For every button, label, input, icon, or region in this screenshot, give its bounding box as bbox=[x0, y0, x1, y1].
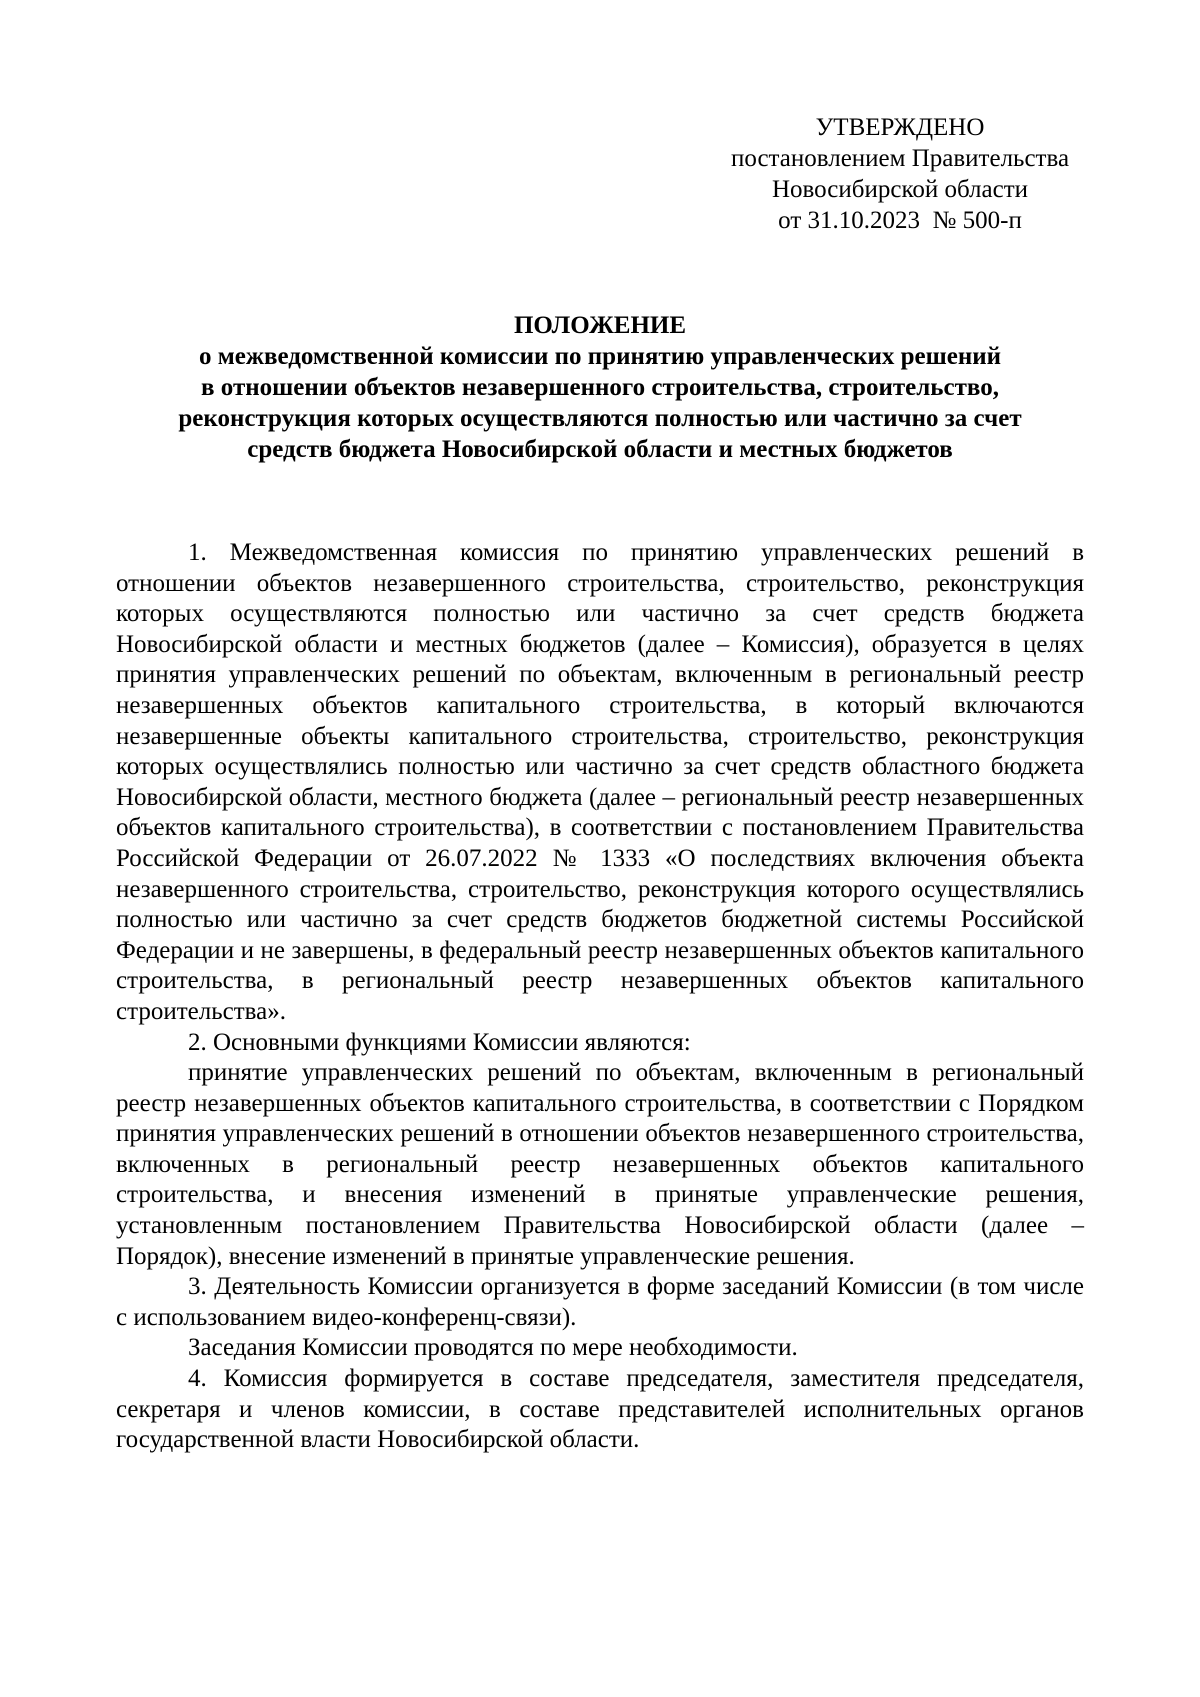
document-body bbox=[116, 538, 1084, 1456]
title-line-2: в отношении объектов незавершенного строительства, строительство, bbox=[201, 374, 999, 401]
paragraph-1: 1. Межведомственная комиссия по принятию управленческих решений в отношении объектов незавершенного строительства, строительство, реконструкция которых осуществляются полностью или частично за счет средств бюджета Новосибирской области и местных бюджетов (далее – Комиссия), образуется в целях принятия управленческих решений по объектам, включенным в региональный реестр незавершенных объектов капитального строительства, в который включаются незавершенные объекты капитального строительства, строительство, реконструкция которых осуществлялись полностью или частично за счет средств областного бюджета Новосибирской области, местного бюджета (далее – региональный реестр незавершенных объектов капитального строительства), в соответствии с постановлением Правительства Российской Федерации от 26.07.2022 № 1333 «О последствиях включения объекта незавершенного строительства, строительство, реконструкция которого осуществлялись полностью или частично за счет средств бюджетов бюджетной системы Российской Федерации и не завершены, в федеральный реестр незавершенных объектов капитального строительства, в региональный реестр незавершенных объектов капитального строительства». bbox=[116, 539, 1084, 1025]
paragraph-2: 2. Основными функциями Комиссии являются: bbox=[188, 1028, 691, 1056]
approval-date-number: от 31.10.2023 № 500-п bbox=[778, 207, 1022, 234]
document-title bbox=[120, 310, 1080, 465]
approval-heading: УТВЕРЖДЕНО bbox=[815, 114, 985, 141]
title-line-4: средств бюджета Новосибирской области и местных бюджетов bbox=[247, 436, 953, 463]
approval-region: Новосибирской области bbox=[771, 176, 1029, 203]
title-heading: ПОЛОЖЕНИЕ bbox=[513, 312, 687, 339]
paragraph-2-item: принятие управленческих решений по объектам, включенным в региональный реестр незавершенных объектов капитального строительства, в соответствии с Порядком принятия управленческих решений в отношении объектов незавершенного строительства, включенных в региональный реестр незавершенных объектов капитального строительства, и внесения изменений в принятые управленческие решения, установленным постановлением Правительства Новосибирской области (далее – Порядок), внесение изменений в принятые управленческие решения. bbox=[116, 1059, 1084, 1270]
paragraph-3-note: Заседания Комиссии проводятся по мере необходимости. bbox=[188, 1334, 798, 1362]
approval-issuer: постановлением Правительства bbox=[730, 145, 1070, 172]
paragraph-3: 3. Деятельность Комиссии организуется в форме заседаний Комиссии (в том числе с использованием видео-конференц-связи). bbox=[116, 1273, 1084, 1331]
paragraph-4: 4. Комиссия формируется в составе председателя, заместителя председателя, секретаря и членов комиссии, в составе представителей исполнительных органов государственной власти Новосибирской области. bbox=[116, 1365, 1084, 1454]
title-line-1: о межведомственной комиссии по принятию управленческих решений bbox=[198, 343, 1002, 370]
title-line-3: реконструкция которых осуществляются полностью или частично за счет bbox=[178, 405, 1022, 432]
approval-stamp-block bbox=[700, 112, 1100, 236]
